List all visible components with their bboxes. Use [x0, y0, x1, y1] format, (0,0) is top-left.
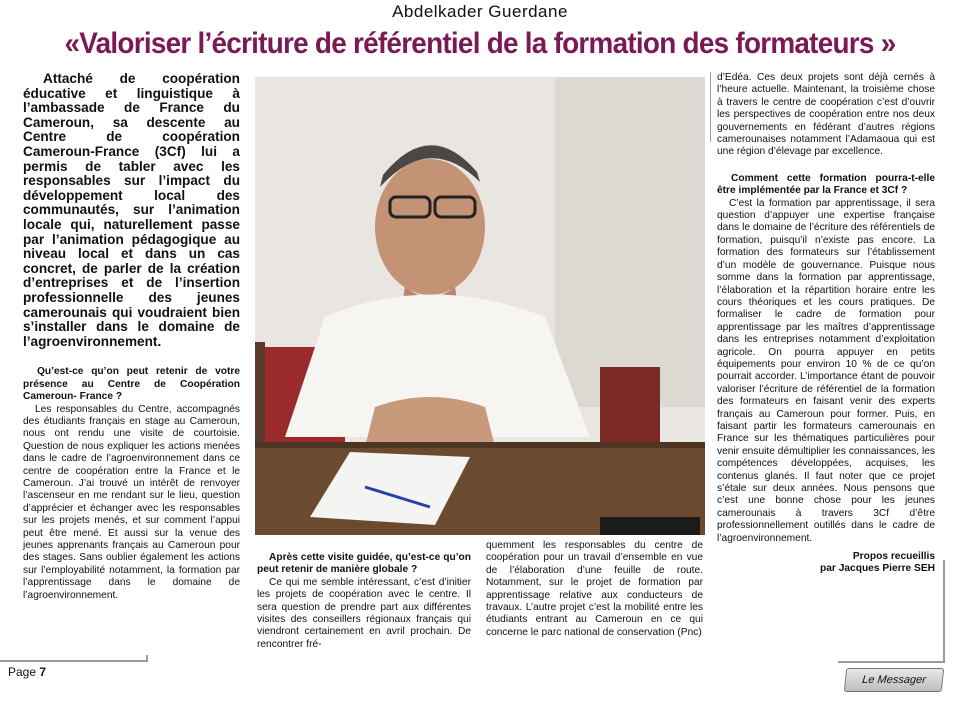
author-kicker: Abdelkader Guerdane	[392, 2, 568, 21]
left-side-rule	[146, 655, 148, 662]
right-bottom-rule	[838, 661, 945, 663]
mid-left-column	[257, 552, 471, 651]
question-2: Après cette visite guidée, qu’est-ce qu’on peut retenir de manière globale ?	[257, 552, 471, 576]
signature-line-2: par Jacques Pierre SEH	[820, 563, 935, 575]
column-rule-top-right	[710, 72, 711, 142]
answer-2: Ce qui me semble intéressant, c’est d’initier les projets de coopération avec le centre. Il sera question de prendre part aux différentes visites des conseillers régionaux français qui viendront certainement en avril prochain. De rencontrer fré-	[257, 576, 471, 650]
article-headline: «Valoriser l’écriture de référentiel de la formation des formateurs »	[64, 27, 896, 60]
continuation-text: quemment les responsables du centre de coopération pour un travail d’ensemble en vue de l’élaboration d’une feuille de route. Notamment, sur le projet de formation par apprentissage relative aux conducteurs de travaux. L’autre projet c’est la mobilité entre les étudiants entrant au Cameroun en ce qui concerne le parc national de conservation (Pnc)	[486, 540, 703, 638]
publication-logo: Le Messager	[844, 668, 945, 692]
answer-3: C’est la formation par apprentissage, il sera question d’appuyer une expertise française dans le domaine de l’écriture des référentiels de formation, puisqu’il n’existe pas encore. La formation des formateurs sur l’établissement d’un modèle de gouvernance. Puisque nous somme dans la formation par apprentissage, l’élaboration et la répartition horaire entre les cours théoriques et les cours pratiques. De formaliser le cadre de formation pour apprentissage par les maîtres d’apprentissage dans les entreprises notamment d’exploitation agricole. On pourra appuyer en petits équipements pour environ 10 % de ce qu’on pourrait accorder. L’importance étant de pouvoir valoriser l’écriture de référentiel de la formation des formateurs en faisant venir des experts français au Cameroun pour former. Puis, en faisant partir les formateurs camerounais en France sur les thématiques particulières pour venir ensuite démultiplier les connaissances, les compétences développées, acquises, les contenus glanés. Il faut noter que ce projet s’étale sur deux années. Nous pensons que c’est une bonne chose pour les jeunes camerounais à travers 3Cf d’être professionnellement outillés dans le cadre de l’agroenvironnement.	[717, 197, 935, 544]
question-3: Comment cette formation pourra-t-elle être implémentée par la France et 3Cf ?	[717, 172, 935, 197]
photo-illustration	[255, 77, 705, 535]
page-number-value: 7	[39, 665, 47, 679]
interview-photo	[255, 77, 705, 535]
right-side-rule	[943, 560, 945, 662]
page-label: Page	[8, 665, 40, 679]
right-intro: d’Edéa. Ces deux projets sont déjà cernés à l’heure actuelle. Maintenant, la troisième chose à travers le centre de coopération c’est d’ouvrir les perspectives de coopération entre nos deux gouvernements en fédérant d’autres régions camerounaises notamment l’Adamaoua qui est une région d’élevage par excellence.	[717, 72, 935, 158]
page-number	[8, 665, 46, 679]
right-column	[717, 72, 935, 576]
answer-1: Les responsables du Centre, accompagnés des étudiants français en stage au Cameroun, nous ont rendu une visite de courtoisie. Question de nous expliquer les actions menées dans le cadre de l’agroenvironnement dans ce centre de coopération entre la France et le Cameroun. J’ai trouvé un intérêt de renvoyer l’ascenseur en me rendant sur le lieu, question d’apprécier et échanger avec les responsables sur les projets menés, et sur comment l’appui peut être mené. Et aussi sur la venue des jeunes apprenants français au Cameroun pour des stages. Sans oublier également les actions sur l’employabilité notamment, la formation par l’apprentissage dans le domaine de l’agroenvironnement.	[23, 403, 240, 601]
question-1: Qu’est-ce qu’on peut retenir de votre présence au Centre de Coopération Cameroun- France ?	[23, 366, 240, 403]
signature-line-1: Propos recueillis	[852, 551, 935, 563]
left-bottom-rule	[0, 660, 148, 662]
mid-right-column	[486, 540, 703, 639]
lead-paragraph: Attaché de coopération éducative et linguistique à l’ambassade de France du Cameroun, sa descente au Centre de coopération Cameroun-France (3Cf) lui a permis de tabler avec les responsables sur l’impact du développement local des communautés, sur l’animation locale qui, naturellement passe par l’animation pédagogique au niveau local et dans un cas concret, de parler de la création d’entreprises et de l’insertion professionnelle des jeunes camerounais qui voudraient bien s’installer dans le domaine de l’agroenvironnement.	[23, 71, 240, 349]
left-column	[23, 72, 240, 602]
